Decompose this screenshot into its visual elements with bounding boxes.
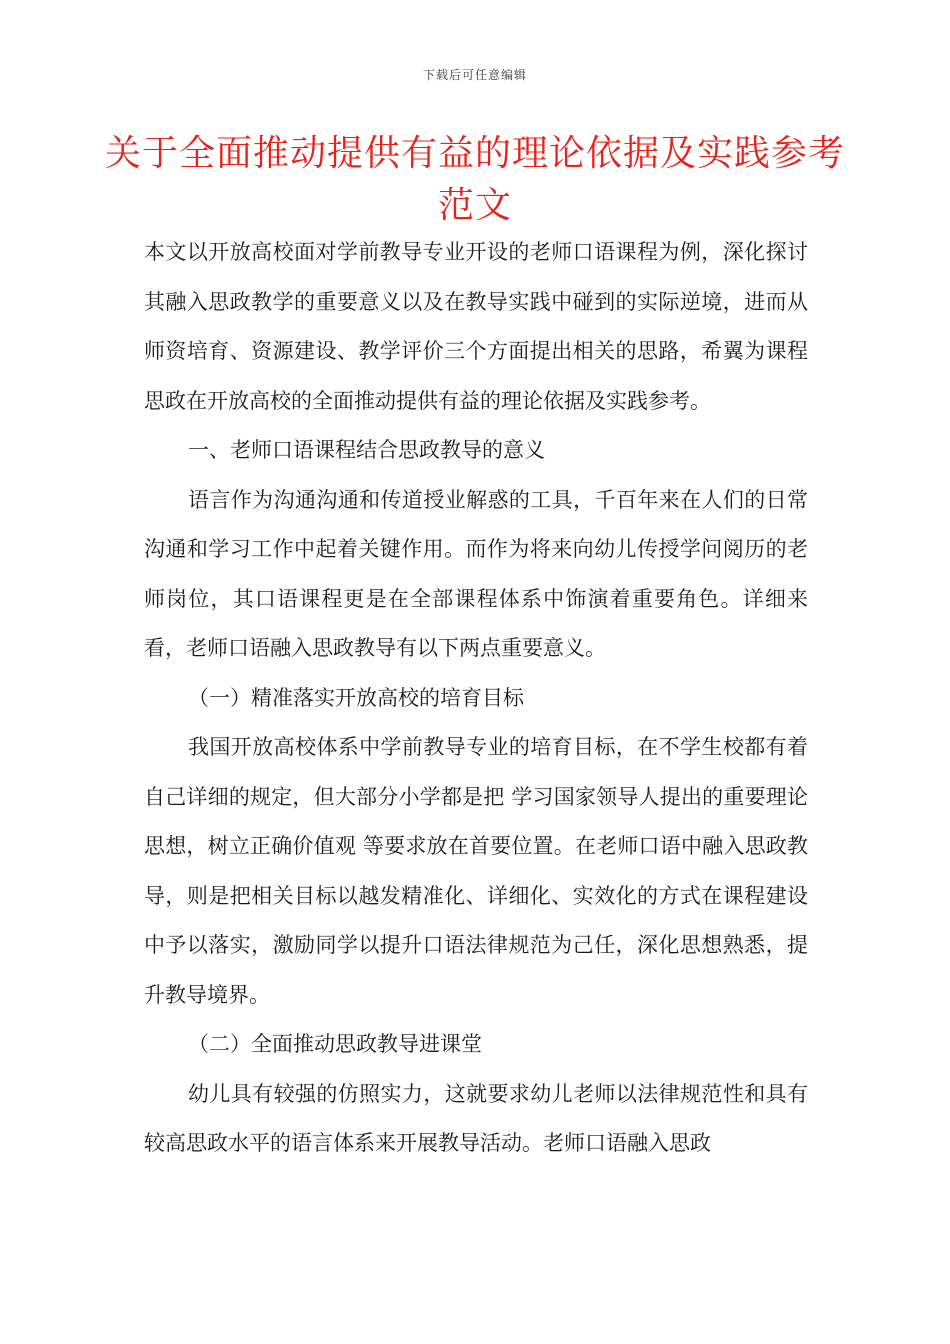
subsection-heading-2: （二）全面推动思政教导进课堂 <box>188 1032 482 1056</box>
abstract-paragraph: 本文以开放高校面对学前教导专业开设的老师口语课程为例，深化探讨其融入思政教学的重要意义以及在教导实践中碰到的实际逆境，进而从师资培育、资源建设、教学评价三个方面提出相关的思路，希翼为课程思政在开放高校的全面推动提供有益的理论依据及实践参考。 <box>144 240 808 413</box>
header-note: 下载后可任意编辑 <box>422 68 527 82</box>
body-paragraph: 语言作为沟通沟通和传道授业解惑的工具，千百年来在人们的日常沟通和学习工作中起着关键作用。而作为将来向幼儿传授学问阅历的老师岗位，其口语课程更是在全部课程体系中饰演着重要角色。详细来看，老师口语融入思政教导有以下两点重要意义。 <box>144 487 808 660</box>
body-paragraph: 幼儿具有较强的仿照实力，这就要求幼儿老师以法律规范性和具有较高思政水平的语言体系来开展教导活动。老师口语融入思政 <box>144 1081 808 1155</box>
subsection-heading-1: （一）精准落实开放高校的培育目标 <box>188 685 524 710</box>
document-title: 关于全面推动提供有益的理论依据及实践参考范文 <box>104 133 845 226</box>
section-heading-1: 一、老师口语课程结合思政教导的意义 <box>188 438 545 462</box>
body-paragraph: 我国开放高校体系中学前教导专业的培育目标，在不学生校都有着自己详细的规定，但大部分小学都是把 学习国家领导人提出的重要理论思想，树立正确价值观 等要求放在首要位置。在老师口语中融入思政教导，则是把相关目标以越发精准化、详细化、实效化的方式在课程建设中予以落实，激励同学以提升口语法律规范为己任，深化思想熟悉，提升教导境界。 <box>144 735 808 1007</box>
document-body <box>144 228 808 1169</box>
